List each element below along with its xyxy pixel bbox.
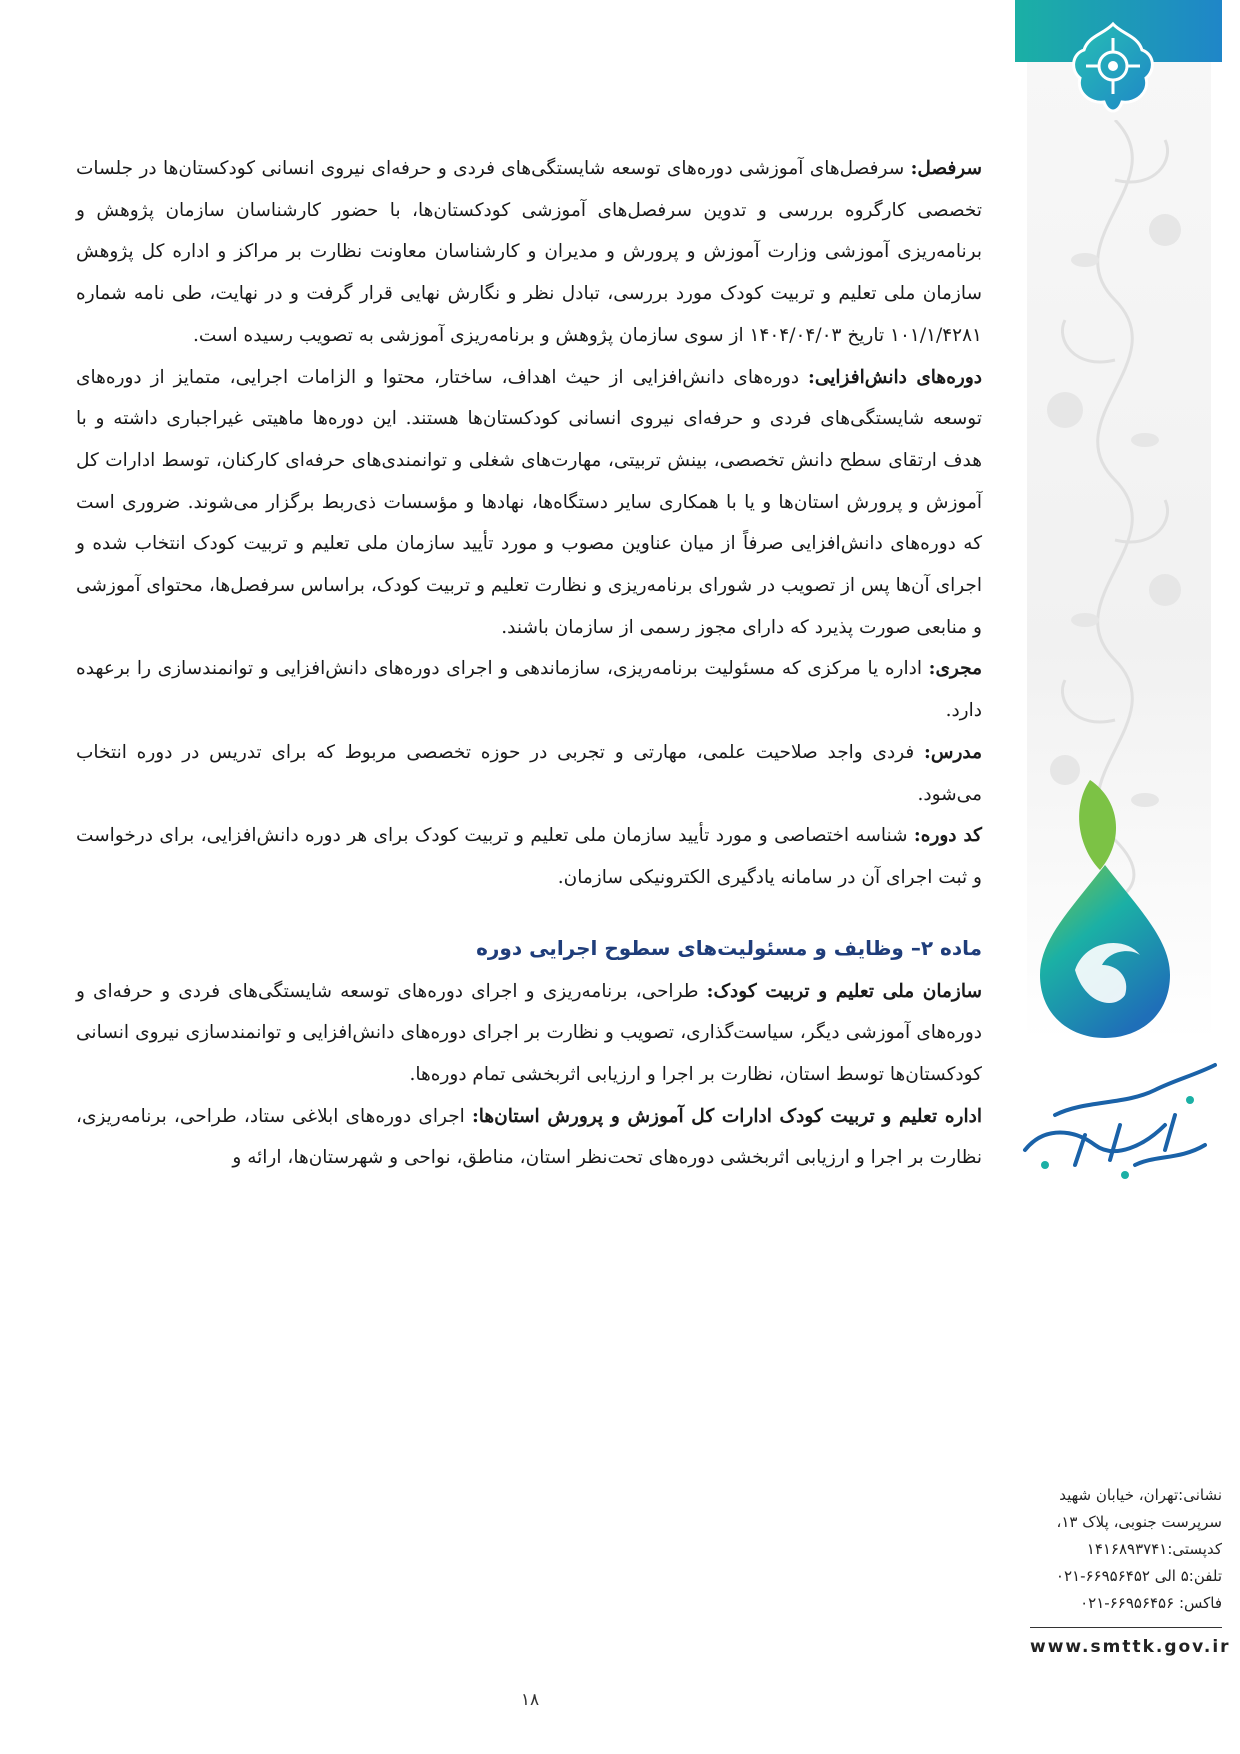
contact-fax: فاکس: ۶۶۹۵۶۴۵۶-۰۲۱ <box>1080 1594 1222 1612</box>
definition-paragraph <box>76 148 982 357</box>
definition-term: دوره‌های دانش‌افزایی: <box>808 366 982 388</box>
definition-text: سرفصل‌های آموزشی دوره‌های توسعه شایستگی‌های فردی و حرفه‌ای نیروی انسانی کودکستان‌ها در جلسات تخصصی کارگروه بررسی و تدوین سرفصل‌های آموزشی کودکستان‌ها، با حضور کارشناسان سازمان پژوهش و برنامه‌ریزی آموزشی وزارت آموزش و پرورش و مدیران و کارشناسان معاونت نظارت بر مراکز و اداره کل پژوهش سازمان ملی تعلیم و تربیت کودک مورد بررسی، تبادل نظر و نگارش نهایی قرار گرفت و در نهایت، طی نامه شماره ۱۰۱/۱/۴۲۸۱ تاریخ ۱۴۰۴/۰۴/۰۳ از سوی سازمان پژوهش و برنامه‌ریزی آموزشی به تصویب رسیده است. <box>76 158 982 346</box>
responsibility-text: اجرای دوره‌های ابلاغی ستاد، طراحی، برنامه‌ریزی، نظارت بر اجرا و ارزیابی اثربخشی دوره‌های تحت‌نظر استان، مناطق، نواحی و شهرستان‌ها، ارائه و <box>76 1105 982 1169</box>
definition-paragraph <box>76 648 982 731</box>
definition-term: کد دوره: <box>913 825 982 847</box>
contact-postal-code: کدپستی:۱۴۱۶۸۹۳۷۴۱ <box>1086 1540 1222 1558</box>
responsibility-term: اداره تعلیم و تربیت کودک ادارات کل آموزش و پرورش استان‌ها: <box>471 1105 982 1127</box>
responsibility-paragraph <box>76 971 982 1096</box>
section-heading: ماده ۲– وظایف و مسئولیت‌های سطوح اجرایی دوره <box>476 935 982 960</box>
definition-paragraph <box>76 357 982 649</box>
contact-address-line-2: سرپرست جنوبی، پلاک ۱۳، <box>1056 1513 1222 1531</box>
definition-paragraph <box>76 732 982 815</box>
responsibility-text: طراحی، برنامه‌ریزی و اجرای دوره‌های توسعه شایستگی‌های فردی و حرفه‌ای و دوره‌های آموزشی دیگر، سیاست‌گذاری، تصویب و نظارت بر اجرای دوره‌های دانش‌افزایی و توانمندسازی نیروی انسانی کودکستان‌ها توسط استان، نظارت بر اجرا و ارزیابی اثربخشی تمام دوره‌ها. <box>76 980 982 1086</box>
page-number: ۱۸ <box>520 1690 540 1710</box>
definition-text: دوره‌های دانش‌افزایی از حیث اهداف، ساختار، محتوا و الزامات اجرایی، متمایز از دوره‌های توسعه شایستگی‌های فردی و حرفه‌ای نیروی انسانی کودکستان‌ها هستند. این دوره‌ها ماهیتی غیراجباری داشته و با هدف ارتقای سطح دانش تخصصی، بینش تربیتی، مهارت‌های شغلی و توانمندی‌های حرفه‌ای کارکنان، توسط ادارات کل آموزش و پرورش استان‌ها و یا با همکاری سایر دستگاه‌ها، نهادها و مؤسسات ذی‌ربط برگزار می‌شوند. ضروری است که دوره‌های دانش‌افزایی صرفاً از میان عناوین مصوب و مورد تأیید سازمان ملی تعلیم و تربیت کودک انتخاب شده و اجرای آن‌ها پس از تصویب در شورای برنامه‌ریزی و نظارت تعلیم و تربیت کودک، براساس سرفصل‌ها، محتوای آموزشی و منابعی صورت پذیرد که دارای مجوز رسمی از سازمان باشند. <box>76 366 982 638</box>
responsibility-term: سازمان ملی تعلیم و تربیت کودک: <box>706 980 982 1002</box>
definition-text: فردی واجد صلاحیت علمی، مهارتی و تجربی در حوزه تخصصی مربوط که برای تدریس در دوره انتخاب می‌شود. <box>76 741 982 805</box>
definition-paragraph <box>76 815 982 898</box>
contact-phone: تلفن:۵ الی ۶۶۹۵۶۴۵۲-۰۲۱ <box>1055 1567 1222 1585</box>
contact-info <box>1030 1482 1231 1661</box>
organization-drop-logo-icon <box>1030 770 1180 1040</box>
definition-term: مدرس: <box>924 741 982 763</box>
document-body <box>76 148 982 1179</box>
ornamental-emblem-icon <box>1058 20 1168 120</box>
definition-term: مجری: <box>928 658 982 680</box>
definition-text: شناسه اختصاصی و مورد تأیید سازمان ملی تعلیم و تربیت کودک برای هر دوره دانش‌افزایی، برای درخواست و ثبت اجرای آن در سامانه یادگیری الکترونیکی سازمان. <box>76 825 982 888</box>
responsibility-paragraph <box>76 1096 982 1179</box>
contact-website: www.smttk.gov.ir <box>1030 1627 1222 1661</box>
organization-calligraphy-logo <box>1015 1055 1227 1185</box>
definition-text: اداره یا مرکزی که مسئولیت برنامه‌ریزی، سازماندهی و اجرای دوره‌های دانش‌افزایی و توانمندسازی را برعهده دارد. <box>76 658 982 722</box>
definition-term: سرفصل: <box>910 158 982 179</box>
contact-address-line-1: نشانی:تهران، خیابان شهید <box>1059 1486 1222 1504</box>
